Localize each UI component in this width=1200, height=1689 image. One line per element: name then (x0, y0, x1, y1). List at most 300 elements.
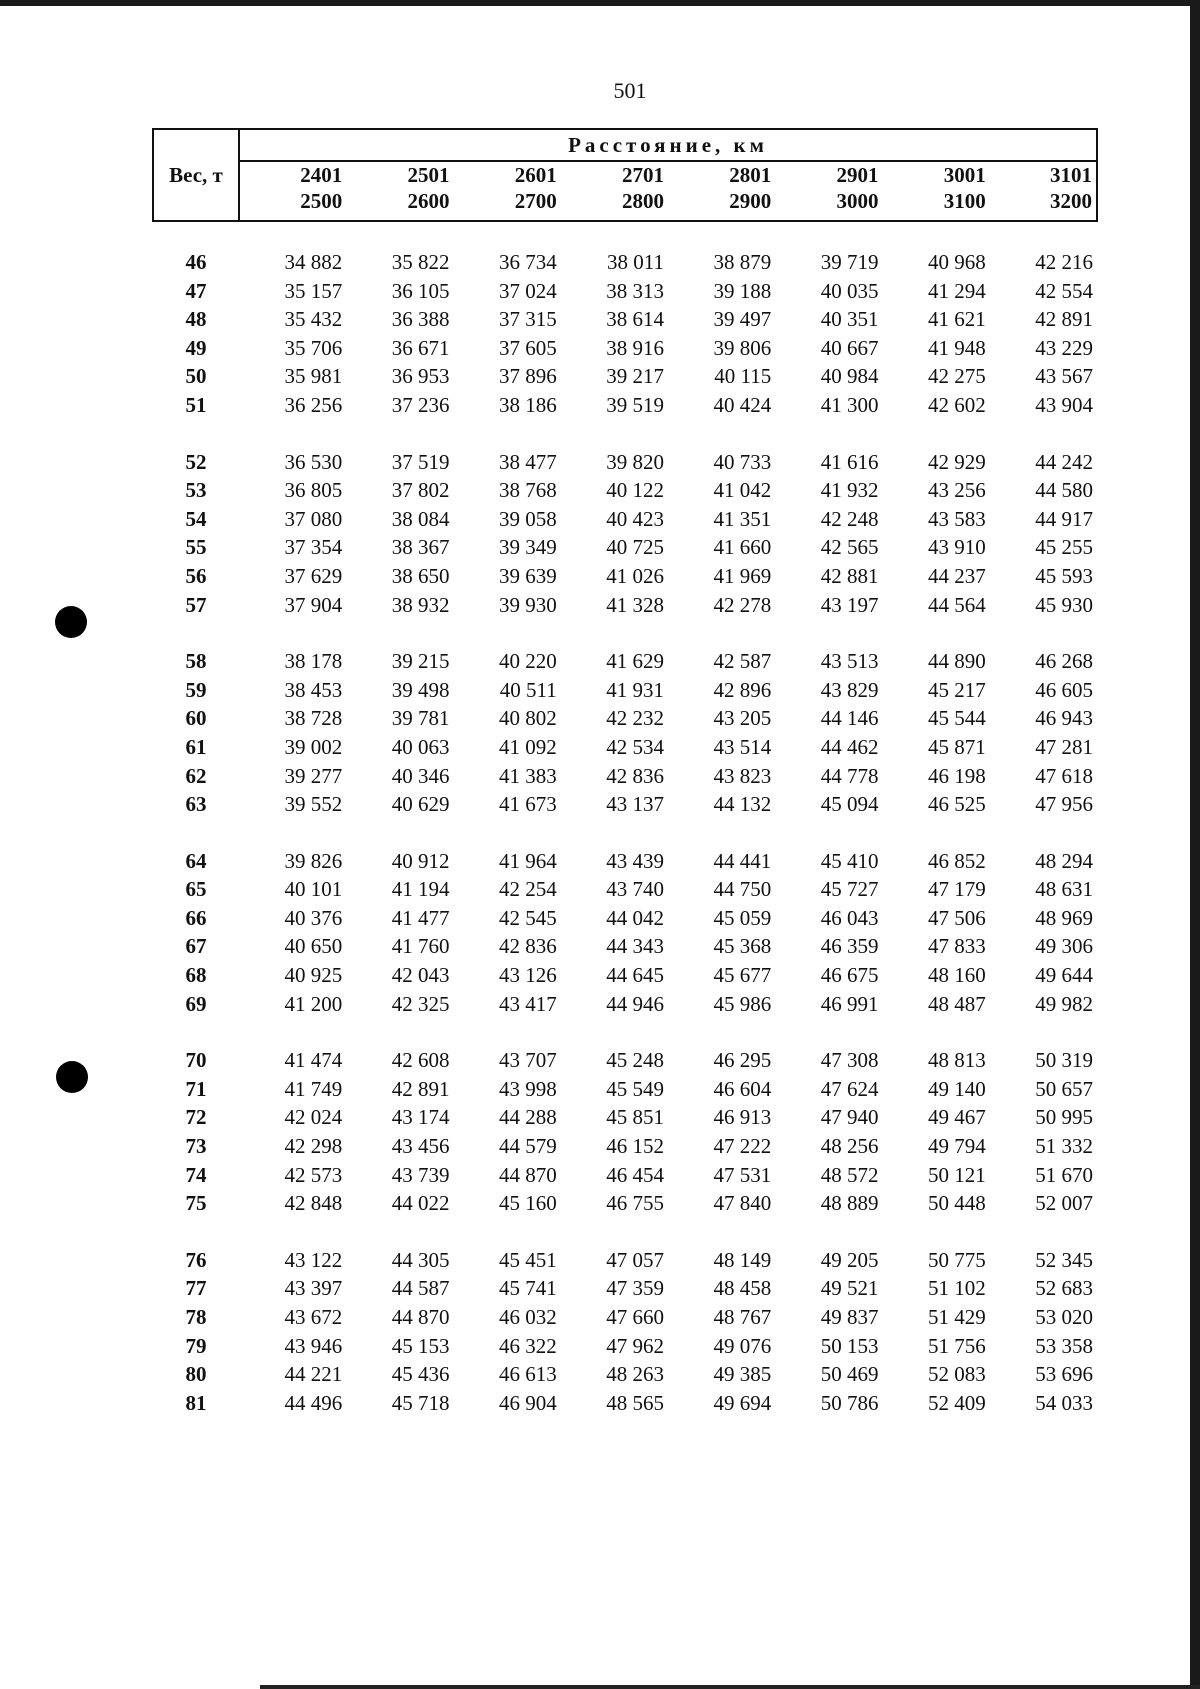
rate-cell: 40 346 (391, 763, 450, 788)
rate-cell: 44 242 (1035, 449, 1094, 474)
table-row (153, 334, 1097, 363)
rate-cell: 49 306 (1035, 934, 1094, 959)
rate-cell: 48 969 (1035, 905, 1094, 930)
rate-cell: 46 904 (499, 1390, 557, 1415)
table-row (153, 904, 1097, 933)
scan-edge-bottom (260, 1685, 1200, 1689)
rate-cell: 42 545 (499, 905, 557, 930)
rate-cell: 37 236 (391, 392, 450, 417)
rate-cell: 39 217 (606, 364, 664, 389)
rate-cell: 41 383 (499, 763, 557, 788)
rate-cell: 47 057 (606, 1247, 664, 1272)
distance-range-row (153, 161, 1097, 221)
weight-column-header: Вес, т (153, 129, 239, 221)
rate-cell: 35 157 (284, 278, 343, 303)
rate-cell: 45 153 (391, 1333, 450, 1358)
table-body (153, 221, 1097, 1417)
weight-cell: 72 (185, 1105, 207, 1130)
table-row (153, 733, 1097, 762)
rate-cell: 40 984 (820, 364, 879, 389)
range-from: 2501 (407, 163, 450, 187)
rate-cell: 44 890 (928, 649, 986, 674)
rate-cell: 46 043 (820, 905, 879, 930)
rate-cell: 50 153 (820, 1333, 879, 1358)
group-spacer (153, 819, 1097, 847)
rate-cell: 47 359 (606, 1276, 664, 1301)
rate-cell: 42 608 (391, 1048, 450, 1073)
rate-cell: 48 263 (606, 1362, 664, 1387)
rate-cell: 45 741 (499, 1276, 557, 1301)
rate-cell: 44 645 (606, 963, 664, 988)
weight-cell: 47 (185, 278, 207, 303)
rate-cell: 43 829 (820, 677, 879, 702)
rate-cell: 47 660 (606, 1305, 664, 1329)
rate-cell: 49 837 (820, 1305, 879, 1329)
weight-cell: 80 (185, 1362, 207, 1387)
weight-cell: 74 (185, 1162, 207, 1187)
rate-cell: 35 822 (391, 250, 450, 274)
rate-cell: 44 564 (928, 592, 986, 617)
rate-cell: 44 462 (820, 734, 879, 759)
rate-cell: 41 477 (391, 905, 450, 930)
rate-cell: 41 948 (928, 335, 986, 360)
rate-cell: 47 222 (713, 1134, 772, 1159)
rate-cell: 44 580 (1035, 478, 1094, 503)
weight-cell: 55 (185, 535, 207, 560)
rate-cell: 43 456 (391, 1134, 450, 1159)
rate-cell: 44 132 (713, 792, 772, 817)
rate-cell: 51 756 (928, 1333, 986, 1358)
distance-range-header (775, 161, 882, 221)
rate-cell: 39 930 (499, 592, 557, 617)
rate-cell: 39 552 (284, 792, 343, 817)
rate-cell: 39 826 (284, 848, 343, 873)
rate-cell: 45 593 (1035, 563, 1094, 588)
rate-cell: 43 439 (606, 848, 664, 873)
rate-cell: 37 354 (284, 535, 343, 560)
weight-cell: 79 (185, 1333, 207, 1358)
rate-cell: 42 254 (499, 877, 557, 902)
distance-header: Расстояние, км (239, 129, 1097, 161)
rate-cell: 44 441 (713, 848, 772, 873)
rate-cell: 48 487 (928, 991, 986, 1016)
rate-cell: 43 397 (284, 1276, 343, 1301)
rate-cell: 39 215 (391, 649, 450, 674)
rate-cell: 42 554 (1035, 278, 1094, 303)
rate-cell: 41 621 (928, 307, 986, 332)
rate-cell: 42 836 (606, 763, 664, 788)
weight-cell: 70 (185, 1048, 207, 1073)
rate-cell: 49 694 (713, 1390, 772, 1415)
rate-cell: 46 913 (713, 1105, 772, 1130)
rate-cell: 39 519 (606, 392, 664, 417)
rate-cell: 36 671 (391, 335, 450, 360)
table-row (153, 391, 1097, 420)
table-row (153, 1360, 1097, 1389)
page-number: 501 (613, 78, 647, 103)
table-row (153, 1246, 1097, 1275)
rate-cell: 43 513 (820, 649, 879, 674)
rate-cell: 41 749 (284, 1076, 343, 1101)
rate-cell: 38 367 (391, 535, 450, 560)
group-spacer (153, 1018, 1097, 1046)
rate-cell: 45 677 (713, 963, 772, 988)
rate-cell: 52 683 (1035, 1276, 1094, 1301)
rate-cell: 48 160 (928, 963, 986, 988)
rate-cell: 47 618 (1035, 763, 1094, 788)
rate-cell: 45 217 (928, 677, 986, 702)
table-row (153, 277, 1097, 306)
rate-cell: 48 565 (606, 1390, 664, 1415)
rate-cell: 49 385 (713, 1362, 772, 1387)
rate-cell: 50 775 (928, 1247, 986, 1272)
rate-cell: 40 035 (820, 278, 879, 303)
rate-cell: 37 024 (499, 278, 557, 303)
table-row (153, 1189, 1097, 1218)
rate-cell: 38 186 (499, 392, 557, 417)
rate-cell: 38 011 (607, 250, 664, 274)
rate-cell: 38 932 (391, 592, 450, 617)
rate-cell: 46 605 (1035, 677, 1094, 702)
rate-cell: 40 351 (820, 307, 879, 332)
rate-cell: 42 325 (391, 991, 450, 1016)
rate-cell: 54 033 (1035, 1390, 1094, 1415)
distance-range-header (454, 161, 561, 221)
rate-cell: 41 092 (499, 734, 557, 759)
rate-cell: 49 076 (713, 1333, 772, 1358)
group-spacer (153, 1218, 1097, 1246)
rate-cell: 38 614 (606, 307, 664, 332)
table-row (153, 1161, 1097, 1190)
weight-cell: 57 (185, 592, 207, 617)
rate-cell: 45 727 (820, 877, 879, 902)
weight-cell: 63 (185, 792, 207, 817)
rate-cell: 49 467 (928, 1105, 986, 1130)
rate-cell: 45 549 (606, 1076, 664, 1101)
rate-cell: 40 802 (499, 706, 557, 731)
table-row (153, 305, 1097, 334)
rate-cell: 43 256 (928, 478, 986, 503)
range-to: 2800 (622, 189, 664, 213)
rate-cell: 41 964 (499, 848, 557, 873)
table-row (153, 1046, 1097, 1075)
rate-cell: 48 256 (820, 1134, 879, 1159)
rate-cell: 37 904 (284, 592, 343, 617)
rate-cell: 36 388 (391, 307, 450, 332)
rate-cell: 45 160 (499, 1191, 557, 1216)
weight-cell: 75 (185, 1191, 207, 1216)
rate-cell: 42 248 (820, 506, 879, 531)
rate-cell: 46 604 (713, 1076, 772, 1101)
range-to: 3100 (943, 189, 986, 213)
rate-cell: 43 126 (499, 963, 557, 988)
rate-cell: 41 194 (391, 877, 450, 902)
rate-cell: 40 511 (499, 677, 557, 702)
rate-cell: 40 376 (284, 905, 343, 930)
rate-cell: 47 940 (820, 1105, 879, 1130)
rate-cell: 39 806 (713, 335, 772, 360)
rate-cell: 42 232 (606, 706, 664, 731)
weight-cell: 78 (185, 1305, 207, 1329)
table-row (153, 562, 1097, 591)
rate-cell: 37 802 (391, 478, 450, 503)
rate-cell: 41 200 (284, 991, 343, 1016)
distance-range-header (239, 161, 346, 221)
rate-cell: 38 879 (713, 250, 772, 274)
rate-cell: 50 319 (1035, 1048, 1094, 1073)
rate-cell: 44 917 (1035, 506, 1094, 531)
rate-cell: 45 059 (713, 905, 772, 930)
rate-cell: 47 531 (713, 1162, 772, 1187)
rate-cell: 43 998 (499, 1076, 557, 1101)
weight-cell: 73 (185, 1134, 207, 1159)
rate-cell: 48 631 (1035, 877, 1094, 902)
rate-cell: 41 026 (606, 563, 664, 588)
weight-cell: 81 (185, 1390, 207, 1415)
rate-cell: 48 767 (713, 1305, 772, 1329)
rate-cell: 42 896 (713, 677, 772, 702)
rate-cell: 49 205 (820, 1247, 879, 1272)
rate-cell: 50 995 (1035, 1105, 1094, 1130)
weight-cell: 60 (185, 706, 207, 731)
rate-cell: 47 833 (928, 934, 986, 959)
table-row (153, 505, 1097, 534)
punch-hole-mark (56, 1061, 88, 1093)
rate-cell: 52 345 (1035, 1247, 1094, 1272)
rate-cell: 45 986 (713, 991, 772, 1016)
rate-cell: 39 719 (820, 250, 879, 274)
range-to: 2700 (514, 189, 557, 213)
rate-cell: 44 496 (284, 1390, 343, 1415)
rate-cell: 46 322 (499, 1333, 557, 1358)
rate-cell: 43 417 (499, 991, 557, 1016)
rate-cell: 43 823 (713, 763, 772, 788)
rate-cell: 42 043 (391, 963, 450, 988)
rate-cell: 49 140 (928, 1076, 986, 1101)
rate-cell: 39 188 (713, 278, 772, 303)
rate-cell: 50 121 (928, 1162, 986, 1187)
rate-cell: 47 624 (820, 1076, 879, 1101)
rate-cell: 52 083 (928, 1362, 986, 1387)
rate-cell: 38 728 (284, 706, 343, 731)
rate-cell: 37 629 (284, 563, 343, 588)
rate-cell: 45 544 (928, 706, 986, 731)
rate-cell: 53 696 (1035, 1362, 1094, 1387)
weight-cell: 56 (185, 563, 207, 588)
table-row (153, 647, 1097, 676)
rate-cell: 45 718 (391, 1390, 450, 1415)
rate-cell: 44 146 (820, 706, 879, 731)
weight-cell: 71 (185, 1076, 207, 1101)
weight-cell: 54 (185, 506, 207, 531)
rate-cell: 52 409 (928, 1390, 986, 1415)
rate-cell: 39 277 (284, 763, 343, 788)
rate-cell: 51 332 (1035, 1134, 1094, 1159)
rate-cell: 39 058 (499, 506, 557, 531)
rate-cell: 40 650 (284, 934, 343, 959)
rate-cell: 46 675 (820, 963, 879, 988)
rate-cell: 42 929 (928, 449, 986, 474)
rate-cell: 52 007 (1035, 1191, 1094, 1216)
rate-cell: 45 255 (1035, 535, 1094, 560)
rate-cell: 41 474 (284, 1048, 343, 1073)
rate-cell: 46 852 (928, 848, 986, 873)
rate-cell: 45 871 (928, 734, 986, 759)
rate-cell: 38 453 (284, 677, 343, 702)
rate-cell: 36 805 (284, 478, 343, 503)
rate-cell: 48 572 (820, 1162, 879, 1187)
rate-cell: 43 739 (391, 1162, 450, 1187)
rate-cell: 53 020 (1035, 1305, 1094, 1329)
rate-cell: 44 587 (391, 1276, 450, 1301)
rate-cell: 42 587 (713, 649, 772, 674)
weight-cell: 48 (185, 307, 207, 332)
group-spacer (153, 420, 1097, 448)
rate-cell: 42 848 (284, 1191, 343, 1216)
weight-cell: 64 (185, 848, 207, 873)
rate-cell: 41 328 (606, 592, 664, 617)
weight-cell: 66 (185, 905, 207, 930)
weight-cell: 65 (185, 877, 207, 902)
scan-edge-right (1190, 0, 1200, 1689)
rate-cell: 42 275 (928, 364, 986, 389)
table-row (153, 1274, 1097, 1303)
rate-cell: 41 673 (499, 792, 557, 817)
rate-cell: 43 946 (284, 1333, 343, 1358)
rate-cell: 48 813 (928, 1048, 986, 1073)
rate-cell: 50 786 (820, 1390, 879, 1415)
table-row (153, 961, 1097, 990)
rate-cell: 41 932 (820, 478, 879, 503)
rate-cell: 37 080 (284, 506, 343, 531)
table-row (153, 1132, 1097, 1161)
rate-cell: 40 725 (606, 535, 664, 560)
rate-cell: 39 781 (391, 706, 450, 731)
rate-cell: 44 221 (284, 1362, 343, 1387)
rate-cell: 35 706 (284, 335, 343, 360)
table-row (153, 762, 1097, 791)
table-row (153, 847, 1097, 876)
rate-cell: 46 991 (820, 991, 879, 1016)
rate-cell: 44 946 (606, 991, 664, 1016)
table-row (153, 533, 1097, 562)
rate-cell: 37 519 (391, 449, 450, 474)
scan-edge-top (0, 0, 1200, 6)
rate-cell: 40 733 (713, 449, 772, 474)
rate-cell: 42 216 (1035, 250, 1094, 274)
range-to: 2600 (407, 189, 450, 213)
rate-cell: 45 451 (499, 1247, 557, 1272)
table-row (153, 1332, 1097, 1361)
rate-cell: 50 448 (928, 1191, 986, 1216)
rate-cell: 48 149 (713, 1247, 772, 1272)
table-row (153, 676, 1097, 705)
rate-cell: 47 281 (1035, 734, 1094, 759)
rate-cell: 37 605 (499, 335, 557, 360)
range-from: 3101 (1050, 163, 1093, 187)
rate-cell: 46 032 (499, 1305, 557, 1329)
range-to: 3200 (1050, 189, 1093, 213)
rate-cell: 39 820 (606, 449, 664, 474)
rate-cell: 39 497 (713, 307, 772, 332)
rate-cell: 38 477 (499, 449, 557, 474)
rate-cell: 40 063 (391, 734, 450, 759)
rate-cell: 45 436 (391, 1362, 450, 1387)
rate-cell: 40 423 (606, 506, 664, 531)
rate-cell: 47 308 (820, 1048, 879, 1073)
table-row (153, 362, 1097, 391)
weight-cell: 53 (185, 478, 207, 503)
range-from: 2801 (729, 163, 772, 187)
table-row (153, 591, 1097, 620)
rate-cell: 43 583 (928, 506, 986, 531)
rate-cell: 41 616 (820, 449, 879, 474)
rate-cell: 42 024 (284, 1105, 343, 1130)
rate-cell: 51 102 (928, 1276, 986, 1301)
rate-cell: 43 672 (284, 1305, 343, 1329)
rate-cell: 42 836 (499, 934, 557, 959)
rate-cell: 46 613 (499, 1362, 557, 1387)
rate-cell: 50 469 (820, 1362, 879, 1387)
rate-cell: 44 750 (713, 877, 772, 902)
table-row (153, 790, 1097, 819)
distance-range-header (668, 161, 775, 221)
rate-cell: 36 105 (391, 278, 450, 303)
rate-cell: 43 904 (1035, 392, 1094, 417)
group-spacer (153, 619, 1097, 647)
weight-cell: 68 (185, 963, 207, 988)
weight-cell: 46 (185, 250, 207, 274)
rate-cell: 48 458 (713, 1276, 772, 1301)
rate-cell: 43 122 (284, 1247, 343, 1272)
rate-cell: 38 178 (284, 649, 343, 674)
rate-cell: 41 300 (820, 392, 879, 417)
rate-cell: 43 229 (1035, 335, 1094, 360)
rate-cell: 45 410 (820, 848, 879, 873)
rate-cell: 39 002 (284, 734, 343, 759)
rate-cell: 47 956 (1035, 792, 1094, 817)
rate-cell: 42 573 (284, 1162, 343, 1187)
rate-cell: 44 237 (928, 563, 986, 588)
rate-cell: 42 534 (606, 734, 664, 759)
rate-cell: 44 305 (391, 1247, 450, 1272)
rate-cell: 43 137 (606, 792, 664, 817)
rate-cell: 35 432 (284, 307, 343, 332)
rate-cell: 43 197 (820, 592, 879, 617)
range-from: 2401 (300, 163, 343, 187)
rate-cell: 41 294 (928, 278, 986, 303)
rate-cell: 42 891 (1035, 307, 1094, 332)
range-from: 2601 (514, 163, 557, 187)
rate-cell: 46 525 (928, 792, 986, 817)
rate-cell: 43 707 (499, 1048, 557, 1073)
rate-cell: 41 042 (713, 478, 772, 503)
weight-cell: 61 (185, 734, 207, 759)
rate-cell: 41 660 (713, 535, 772, 560)
rate-cell: 45 248 (606, 1048, 664, 1073)
rate-cell: 47 506 (928, 905, 986, 930)
distance-range-header (346, 161, 453, 221)
rate-cell: 43 514 (713, 734, 772, 759)
rate-cell: 43 910 (928, 535, 986, 560)
rate-cell: 47 962 (606, 1333, 664, 1358)
weight-cell: 67 (185, 934, 207, 959)
weight-cell: 49 (185, 335, 207, 360)
rate-cell: 47 840 (713, 1191, 772, 1216)
rate-cell: 41 760 (391, 934, 450, 959)
rate-cell: 45 368 (713, 934, 772, 959)
freight-rate-table (152, 128, 1098, 1417)
